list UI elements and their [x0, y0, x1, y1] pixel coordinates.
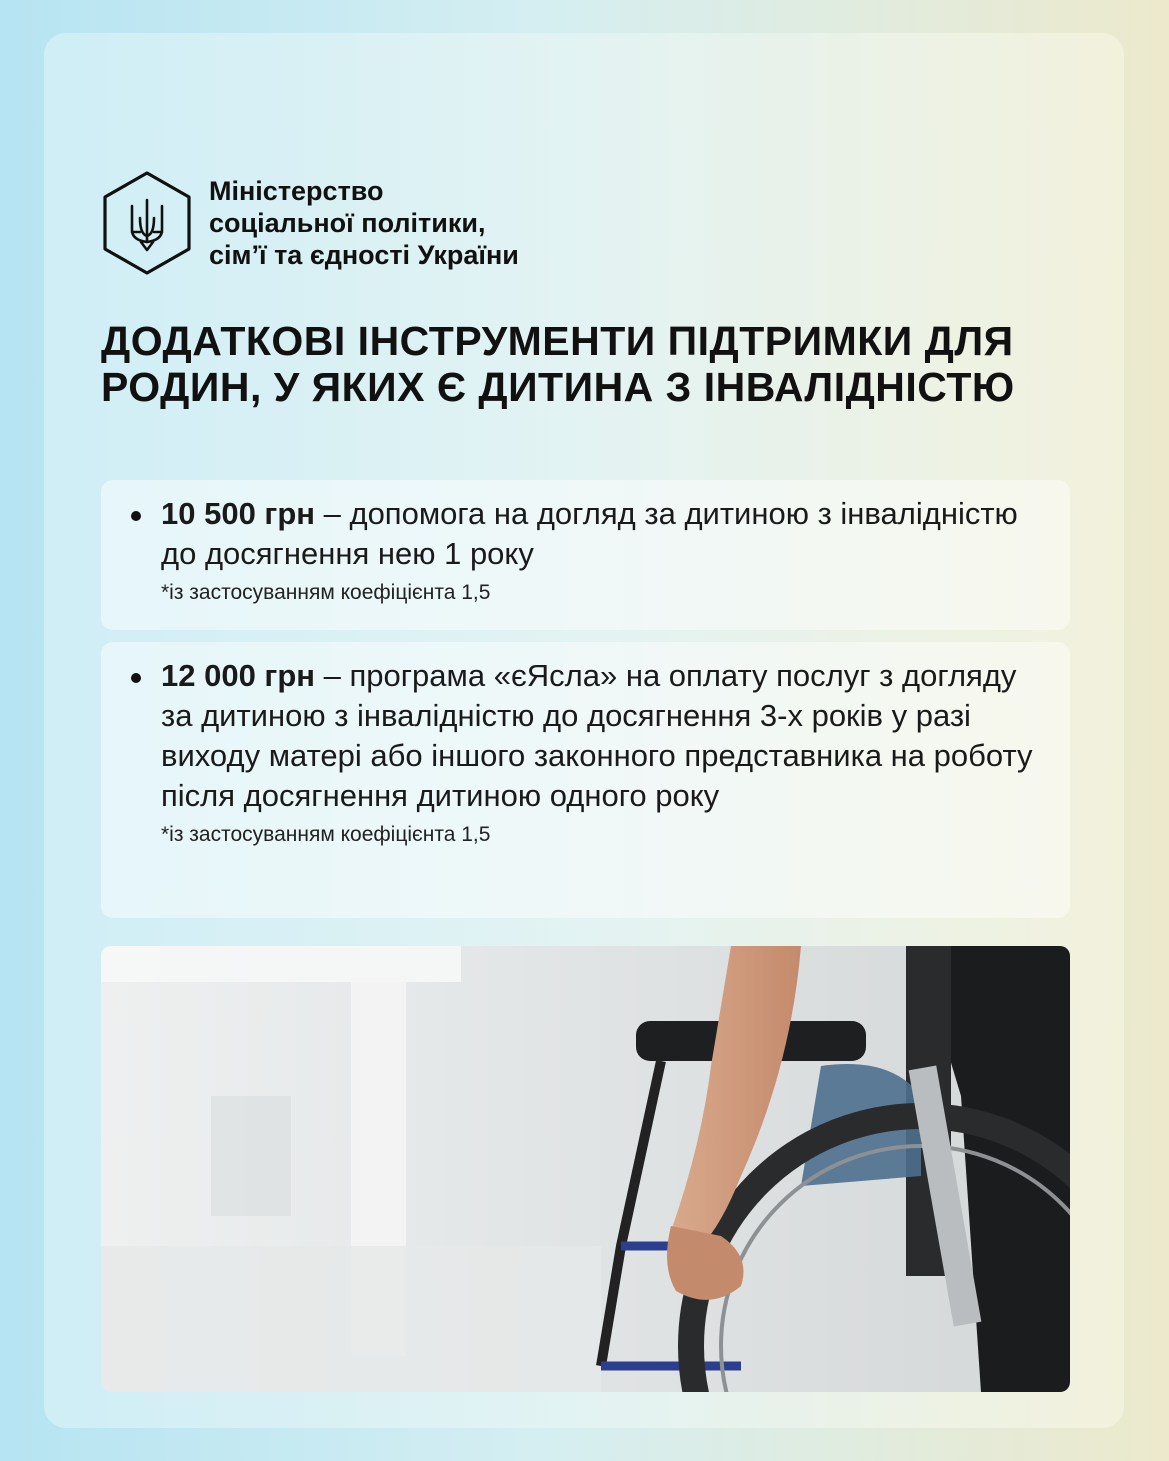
wheelchair-photo — [101, 946, 1070, 1392]
support-item-note: *із застосуванням коефіцієнта 1,5 — [161, 581, 491, 604]
support-item-note: *із застосуванням коефіцієнта 1,5 — [161, 823, 491, 846]
bullet-icon — [131, 511, 141, 521]
support-item-description: – допомога на догляд за дитиною з інвалідністю до досягнення нею 1 року — [161, 496, 1018, 571]
ministry-header — [101, 170, 519, 276]
wheelchair-illustration — [101, 946, 1070, 1392]
support-item — [101, 642, 1070, 918]
support-item-amount: 10 500 грн — [161, 496, 316, 531]
bullet-icon — [131, 673, 141, 683]
support-item-description: – програма «єЯсла» на оплату послуг з догляду за дитиною з інвалідністю до досягнення 3-х років у разі виходу матері або іншого законного представника на роботу після досягнення дитиною одного року — [161, 658, 1033, 813]
support-item — [101, 480, 1070, 630]
ministry-line-1: Міністерство — [209, 176, 384, 206]
ministry-line-3: сім’ї та єдності України — [209, 240, 519, 270]
ministry-name — [209, 175, 519, 271]
ministry-line-2: соціальної політики, — [209, 208, 486, 238]
support-item-text — [161, 656, 1040, 816]
page-title: ДОДАТКОВІ ІНСТРУМЕНТИ ПІДТРИМКИ ДЛЯ РОДИН, У ЯКИХ Є ДИТИНА З ІНВАЛІДНІСТЮ — [101, 318, 1015, 410]
support-item-amount: 12 000 грн — [161, 658, 316, 693]
trident-emblem-icon — [101, 170, 193, 276]
support-item-text — [161, 494, 1040, 574]
